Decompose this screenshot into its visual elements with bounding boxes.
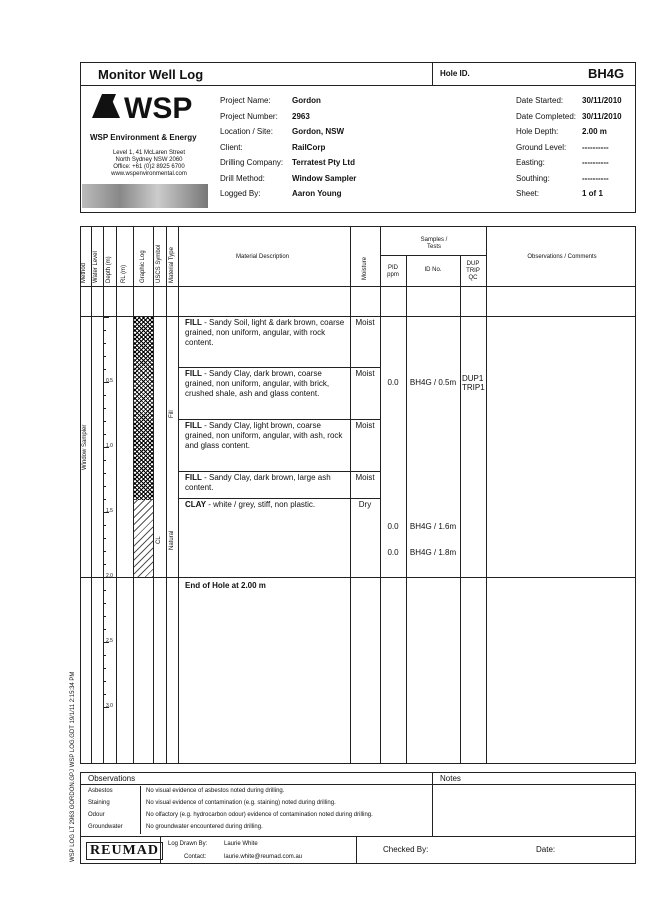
layer-description — [185, 318, 345, 348]
project-label: Drill Method: — [220, 173, 265, 183]
checked-label: Checked By: — [383, 845, 429, 854]
date-row — [516, 112, 628, 128]
col-water: Water Level — [93, 251, 99, 283]
layer-description — [185, 421, 345, 451]
depth-tick-label: 3.0 — [106, 703, 113, 709]
depth-tick-label: 2.0 — [106, 573, 113, 579]
observations-title: Observations — [88, 774, 136, 783]
method-value: Window Sampler — [82, 424, 88, 470]
logo-text: WSP — [124, 92, 193, 122]
col-material-type: Material Type — [169, 247, 175, 283]
observation-label: Staining — [88, 800, 110, 806]
date-value: 2.00 m — [582, 127, 607, 136]
layer-moisture: Dry — [358, 500, 372, 509]
office-phone: Office: +61 (0)2 8925 6700 — [113, 164, 185, 170]
page-title: Monitor Well Log — [98, 67, 204, 82]
project-label: Logged By: — [220, 189, 261, 198]
drawn-label: Log Drawn By: — [168, 841, 208, 847]
date-value: ---------- — [582, 173, 609, 183]
layer-text: - Sandy Soil, light & dark brown, coarse grained, non uniform, angular, with rock content. — [185, 318, 345, 347]
layer-text: - Sandy Clay, light brown, coarse grained, non uniform, angular, with ash, rock and glass content. — [185, 421, 343, 450]
date-info — [516, 96, 628, 205]
project-row — [220, 127, 420, 143]
col-idno: ID No. — [424, 267, 442, 273]
sample-pid: 0.0 — [387, 378, 399, 387]
layer-name: FILL — [185, 369, 202, 378]
project-row — [220, 112, 420, 128]
log-table — [80, 226, 636, 764]
layer-text: - white / grey, stiff, non plastic. — [206, 500, 316, 509]
contact-value: laurie.white@reumad.com.au — [224, 854, 303, 860]
project-label: Location / Site: — [220, 127, 273, 136]
wsp-logo — [90, 90, 202, 122]
website: www.wspenvironmental.com — [111, 171, 187, 177]
col-dup: DUP TRIP QC — [466, 261, 480, 281]
date-row — [516, 189, 628, 205]
layer-name: FILL — [185, 421, 202, 430]
observation-label: Groundwater — [88, 824, 123, 830]
col-samples: Samples / Tests — [420, 237, 448, 250]
address-line-1: Level 1, 41 McLaren Street — [112, 150, 186, 156]
project-row — [220, 158, 420, 174]
date-row — [516, 127, 628, 143]
layer-name: FILL — [185, 318, 202, 327]
project-label: Project Name: — [220, 96, 271, 105]
observation-label: Asbestos — [88, 788, 113, 794]
project-label: Client: — [220, 142, 243, 152]
date-label: Sheet: — [516, 189, 540, 198]
observation-text: No olfactory (e.g. hydrocarbon odour) evidence of contamination noted during drilling. — [146, 812, 373, 818]
project-row — [220, 189, 420, 205]
project-value: Window Sampler — [292, 173, 357, 183]
graphic-log-fill — [134, 317, 153, 500]
layer-moisture: Moist — [355, 421, 375, 430]
col-depth: Depth (m) — [106, 256, 112, 283]
layer-moisture: Moist — [355, 369, 375, 378]
drawn-value: Laurie White — [224, 841, 258, 847]
project-label: Project Number: — [220, 111, 278, 121]
layer-description — [185, 500, 345, 510]
side-footer-text: WSP LOG LT 2963 GORDON.GPJ WSP LOG.GDT 19/1/11 2:15:34 PM — [70, 671, 76, 862]
project-row — [220, 174, 420, 190]
date-label: Date Started: — [516, 96, 564, 105]
col-method: Method — [81, 262, 87, 283]
notes-title: Notes — [440, 774, 461, 783]
reumad-stamp: REUMAD — [86, 842, 163, 860]
observation-label: Odour — [88, 812, 105, 818]
date-label: Easting: — [516, 158, 545, 167]
depth-tick-label: 2.5 — [106, 638, 113, 644]
company-name: WSP Environment & Energy — [90, 133, 197, 142]
hole-id-value: BH4G — [588, 66, 625, 81]
sample-pid: 0.0 — [387, 522, 399, 531]
uscs-cl: CL — [156, 536, 162, 544]
sample-trip: TRIP1 — [462, 383, 485, 392]
layer-text: - Sandy Clay, dark brown, large ash content. — [185, 473, 331, 492]
date-value: 30/11/2010 — [582, 96, 622, 105]
date-label: Date: — [536, 845, 556, 854]
layer-description — [185, 473, 345, 493]
material-type-fill: Fill — [169, 410, 175, 418]
col-description: Material Description — [236, 254, 290, 260]
date-label: Date Completed: — [516, 111, 577, 121]
sample-dup: DUP1 — [462, 374, 484, 383]
date-row — [516, 174, 628, 190]
date-row — [516, 96, 628, 112]
project-label: Drilling Company: — [220, 158, 284, 167]
depth-tick-label: 1.5 — [106, 508, 113, 514]
col-uscs: USCS Symbol — [156, 244, 162, 283]
project-row — [220, 143, 420, 159]
project-value: Gordon — [292, 96, 321, 105]
project-value: 2963 — [292, 111, 310, 121]
wsp-logo-mark-icon — [90, 90, 202, 122]
observation-text: No visual evidence of contamination (e.g. staining) noted during drilling. — [146, 800, 336, 806]
project-row — [220, 96, 420, 112]
address-line-2: North Sydney NSW 2060 — [115, 157, 183, 163]
date-label: Hole Depth: — [516, 127, 559, 136]
col-rl: RL (m) — [121, 264, 127, 283]
end-of-hole: End of Hole at 2.00 m — [185, 581, 266, 590]
col-moisture: Moisture — [362, 256, 368, 280]
layer-name: CLAY — [185, 500, 207, 509]
project-info — [220, 96, 420, 205]
date-value: 1 of 1 — [582, 189, 603, 198]
layer-text: - Sandy Clay, dark brown, coarse grained, non uniform, angular, with brick, crushed shale, ash and glass content. — [185, 369, 330, 398]
date-value: 30/11/2010 — [582, 111, 622, 121]
observation-text: No visual evidence of asbestos noted during drilling. — [146, 788, 285, 794]
project-value: Gordon, NSW — [292, 127, 344, 136]
observation-text: No groundwater encountered during drilling. — [146, 824, 263, 830]
col-pid: PID ppm — [387, 265, 399, 278]
contact-label: Contact: — [184, 854, 207, 860]
hole-id-label: Hole ID. — [440, 69, 470, 78]
layer-description — [185, 369, 345, 399]
graphic-log-clay — [134, 500, 153, 577]
date-value: ---------- — [582, 142, 609, 152]
project-value: Aaron Young — [292, 189, 342, 198]
date-label: Ground Level: — [516, 142, 567, 152]
depth-tick-label: 0.5 — [106, 378, 113, 384]
sample-id: BH4G / 0.5m — [409, 378, 457, 387]
date-row — [516, 143, 628, 159]
sample-id: BH4G / 1.6m — [409, 522, 457, 531]
company-banner-image — [82, 184, 208, 208]
layer-name: FILL — [185, 473, 202, 482]
col-observations: Observations / Comments — [527, 254, 597, 260]
company-address — [90, 150, 208, 178]
material-type-natural: Natural — [169, 530, 175, 550]
sample-pid: 0.0 — [387, 548, 399, 557]
project-value: RailCorp — [292, 142, 326, 152]
layer-moisture: Moist — [355, 473, 375, 482]
date-label: Southing: — [516, 173, 550, 183]
sample-id: BH4G / 1.8m — [409, 548, 457, 557]
project-value: Terratest Pty Ltd — [292, 158, 355, 167]
date-row — [516, 158, 628, 174]
layer-moisture: Moist — [355, 318, 375, 327]
col-graphic: Graphic Log — [140, 250, 146, 283]
depth-tick-label: 1.0 — [106, 443, 113, 449]
date-value: ---------- — [582, 158, 609, 167]
